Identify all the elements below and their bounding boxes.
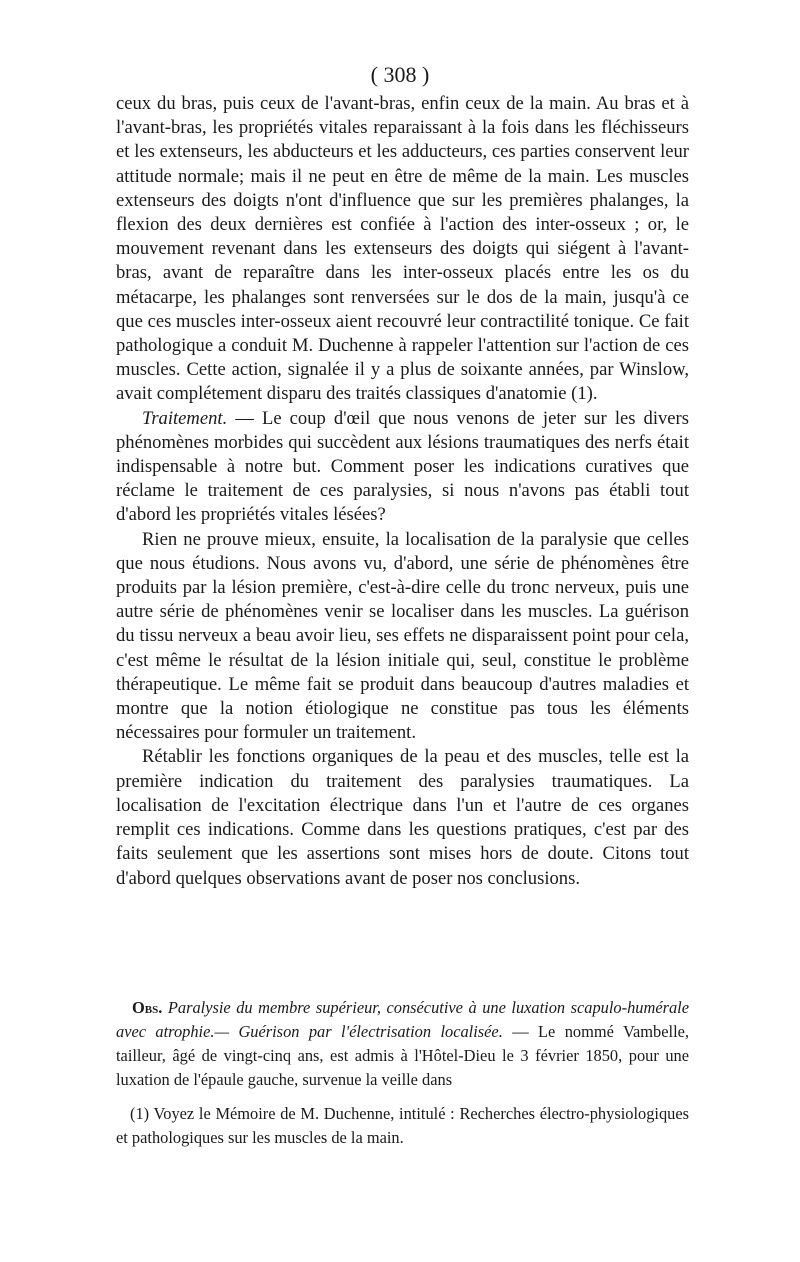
- observation-text: — Le nommé Vambelle, tailleur, âgé de vingt-cinq ans, est admis à l'Hôtel-Dieu le 3 février 1850, pour une luxation de l'épaule gauche, survenue la veille dans: [116, 1022, 689, 1089]
- main-text: [116, 92, 689, 891]
- paragraph-1: ceux du bras, puis ceux de l'avant-bras, enfin ceux de la main. Au bras et à l'avant-bras, les propriétés vitales reparaissant à la fois dans les fléchisseurs et les extenseurs, les abducteurs et les adducteurs, ces parties conservent leur attitude normale; mais il ne peut en être de même de la main. Les muscles extenseurs des doigts n'ont d'influence que sur les premières phalanges, la flexion des deux dernières est confiée à l'action des inter-osseux ; or, le mouvement revenant dans les extenseurs des doigts qui siégent à l'avant-bras, avant de reparaître dans les inter-osseux placés entre les os du métacarpe, les phalanges sont renversées sur le dos de la main, jusqu'à ce que ces muscles inter-osseux aient recouvré leur contractilité tonique. Ce fait pathologique a conduit M. Duchenne à rappeler l'attention sur l'action de ces muscles. Cette action, signalée il y a plus de soixante années, par Winslow, avait complétement disparu des traités classiques d'anatomie (1).: [116, 93, 689, 405]
- paragraph-4: Rétablir les fonctions organiques de la peau et des muscles, telle est la première indication du traitement des paralysies traumatiques. La localisation de l'excitation électrique dans l'un et l'autre de ces organes remplit ces indications. Comme dans les questions pratiques, c'est par des faits seulement que les assertions sont mises hors de doute. Citons tout d'abord quelques observations avant de poser nos conclusions.: [116, 746, 689, 889]
- footnote: (1) Voyez le Mémoire de M. Duchenne, intitulé : Recherches électro-physiologiques et pathologiques sur les muscles de la main.: [116, 1104, 689, 1147]
- paragraph-2: [116, 407, 689, 528]
- observation-title: Paralysie du membre supérieur, consécutive à une luxation scapulo-humérale avec atrophie.— Guérison par l'électrisation localisée.: [116, 998, 689, 1041]
- observation-label: Obs.: [132, 998, 163, 1017]
- paragraph-2-text: — Le coup d'œil que nous venons de jeter sur les divers phénomènes morbides qui succèdent aux lésions traumatiques des nerfs était indispensable à notre but. Comment poser les indications curatives que réclame le traitement de ces paralysies, si nous n'avons pas établi tout d'abord les propriétés vitales lésées?: [116, 407, 689, 526]
- section-heading-traitement: Traitement.: [142, 407, 228, 429]
- page-number: ( 308 ): [370, 62, 430, 87]
- observation-paragraph: [116, 996, 689, 1092]
- paragraph-3: Rien ne prouve mieux, ensuite, la localisation de la paralysie que celles que nous étudions. Nous avons vu, d'abord, une série de phénomènes être produits par la lésion première, c'est-à-dire celle du tronc nerveux, puis une autre série de phénomènes venir se localiser dans les muscles. La guérison du tissu nerveux a beau avoir lieu, ses effets ne disparaissent point pour cela, c'est même le résultat de la lésion initiale qui, seul, constitue le problème thérapeutique. Le même fait se produit dans beaucoup d'autres maladies et montre que la notion étiologique ne constitue pas tous les éléments nécessaires pour formuler un traitement.: [116, 528, 689, 744]
